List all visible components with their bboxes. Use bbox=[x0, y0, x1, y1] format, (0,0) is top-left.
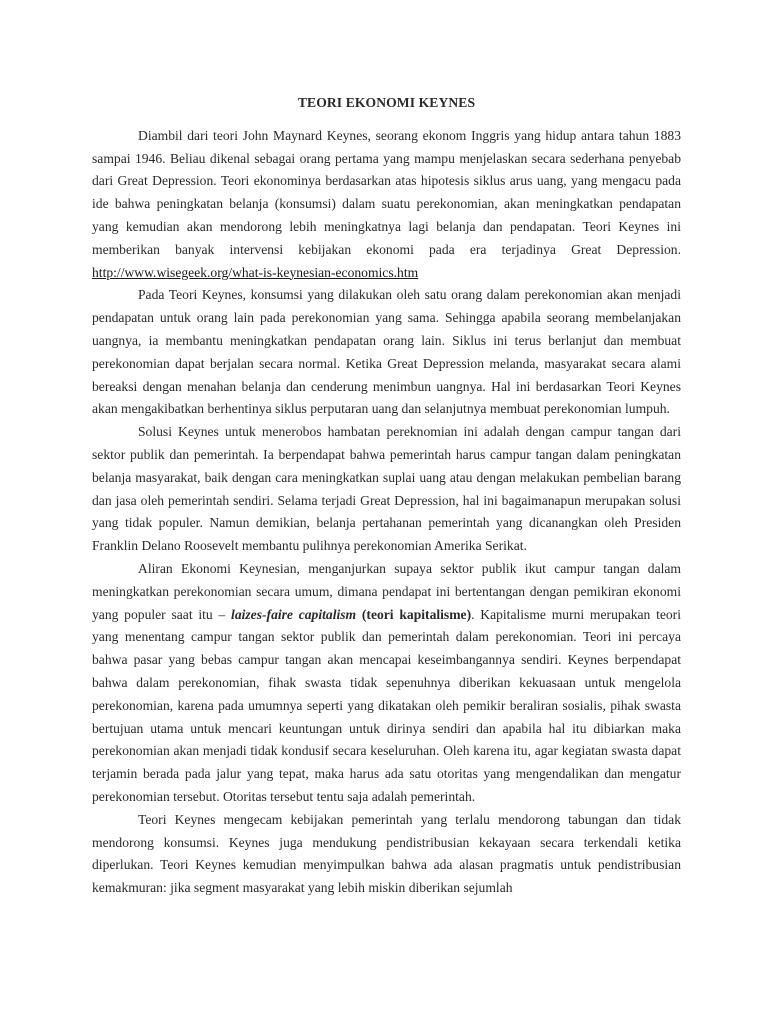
paragraph-4-text-before: Aliran Ekonomi Keynesian, menganjurkan supaya sektor publik ikut campur tangan dalam meningkatkan perekonomian secara umum, dimana pendapat ini bertentangan dengan pemikiran ekonomi yang populer saat itu – bbox=[92, 560, 681, 622]
source-link[interactable]: http://www.wisegeek.org/what-is-keynesian-economics.htm bbox=[92, 264, 419, 280]
paragraph-2: Pada Teori Keynes, konsumsi yang dilakukan oleh satu orang dalam perekonomian akan menjadi pendapatan untuk orang lain pada perekonomian yang sama. Sehingga apabila seorang membelanjakan uangnya, ia membantu meningkatkan pendapatan orang lain. Siklus ini terus berlanjut dan membuat perekonomian dapat berjalan secara normal. Ketika Great Depression melanda, masyarakat secara alami bereaksi dengan menahan belanja dan cenderung menimbun uangnya. Hal ini berdasarkan Teori Keynes akan mengakibatkan berhentinya siklus perputaran uang dan selanjutnya membuat perekonomian lumpuh. bbox=[92, 287, 681, 417]
laissez-faire-term: laizes-faire capitalism bbox=[231, 606, 357, 622]
paragraph-4-text-after: . Kapitalisme murni merupakan teori yang menentang campur tangan sektor publik dan pemerintah dalam perekonomian. Teori ini percaya bahwa pasar yang bebas campur tangan akan mencapai keseimbangannya sendiri. Keynes berpendapat bahwa dalam perekonomian, fihak swasta tidak sepenuhnya diberikan kekuasaan untuk mengelola perekonomian, karena pada umumnya seperti yang dikatakan oleh pemikir beraliran sosialis, pihak swasta bertujuan utama untuk mencari keuntungan untuk dirinya sendiri dan apabila hal itu dibiarkan maka perekonomian akan menjadi tidak kondusif secara keseluruhan. Oleh karena itu, agar kegiatan swasta dapat terjamin berada pada jalur yang tepat, maka harus ada satu otoritas yang mengendalikan dan mengatur perekonomian tersebut. Otoritas tersebut tentu saja adalah pemerintah. bbox=[92, 606, 681, 804]
paragraph-1 bbox=[92, 125, 681, 285]
paragraph-5: Teori Keynes mengecam kebijakan pemerintah yang terlalu mendorong tabungan dan tidak mendorong konsumsi. Keynes juga mendukung pendistribusian kekayaan secara terkendali ketika diperlukan. Teori Keynes kemudian menyimpulkan bahwa ada alasan pragmatis untuk pendistribusian kemakmuran: jika segment masyarakat yang lebih miskin diberikan sejumlah bbox=[92, 811, 681, 896]
document-title: TEORI EKONOMI KEYNES bbox=[297, 95, 476, 110]
paragraph-3: Solusi Keynes untuk menerobos hambatan pereknomian ini adalah dengan campur tangan dari sektor publik dan pemerintah. Ia berpendapat bahwa pemerintah harus campur tangan dalam peningkatan belanja masyarakat, baik dengan cara meningkatkan suplai uang atau dengan melakukan pembelian barang dan jasa oleh pemerintah sendiri. Selama terjadi Great Depression, hal ini bagaimanapun merupakan solusi yang tidak populer. Namun demikian, belanja pertahanan pemerintah yang dicanangkan oleh Presiden Franklin Delano Roosevelt membantu pulihnya perekonomian Amerika Serikat. bbox=[92, 424, 681, 554]
capitalism-term: (teori kapitalisme) bbox=[361, 606, 472, 622]
paragraph-4 bbox=[92, 558, 681, 809]
paragraph-1-text: Diambil dari teori John Maynard Keynes, seorang ekonom Inggris yang hidup antara tahun 1883 sampai 1946. Beliau dikenal sebagai orang pertama yang mampu menjelaskan secara sederhana penyebab dari Great Depression. Teori ekonominya berdasarkan atas hipotesis siklus arus uang, yang mengacu pada ide bahwa peningkatan belanja (konsumsi) dalam suatu perekonomian, akan meningkatkan pendapatan yang kemudian akan mendorong lebih meningkatnya lagi belanja dan pendapatan. Teori Keynes ini memberikan banyak intervensi kebijakan ekonomi pada era terjadinya Great Depression. bbox=[92, 127, 681, 257]
